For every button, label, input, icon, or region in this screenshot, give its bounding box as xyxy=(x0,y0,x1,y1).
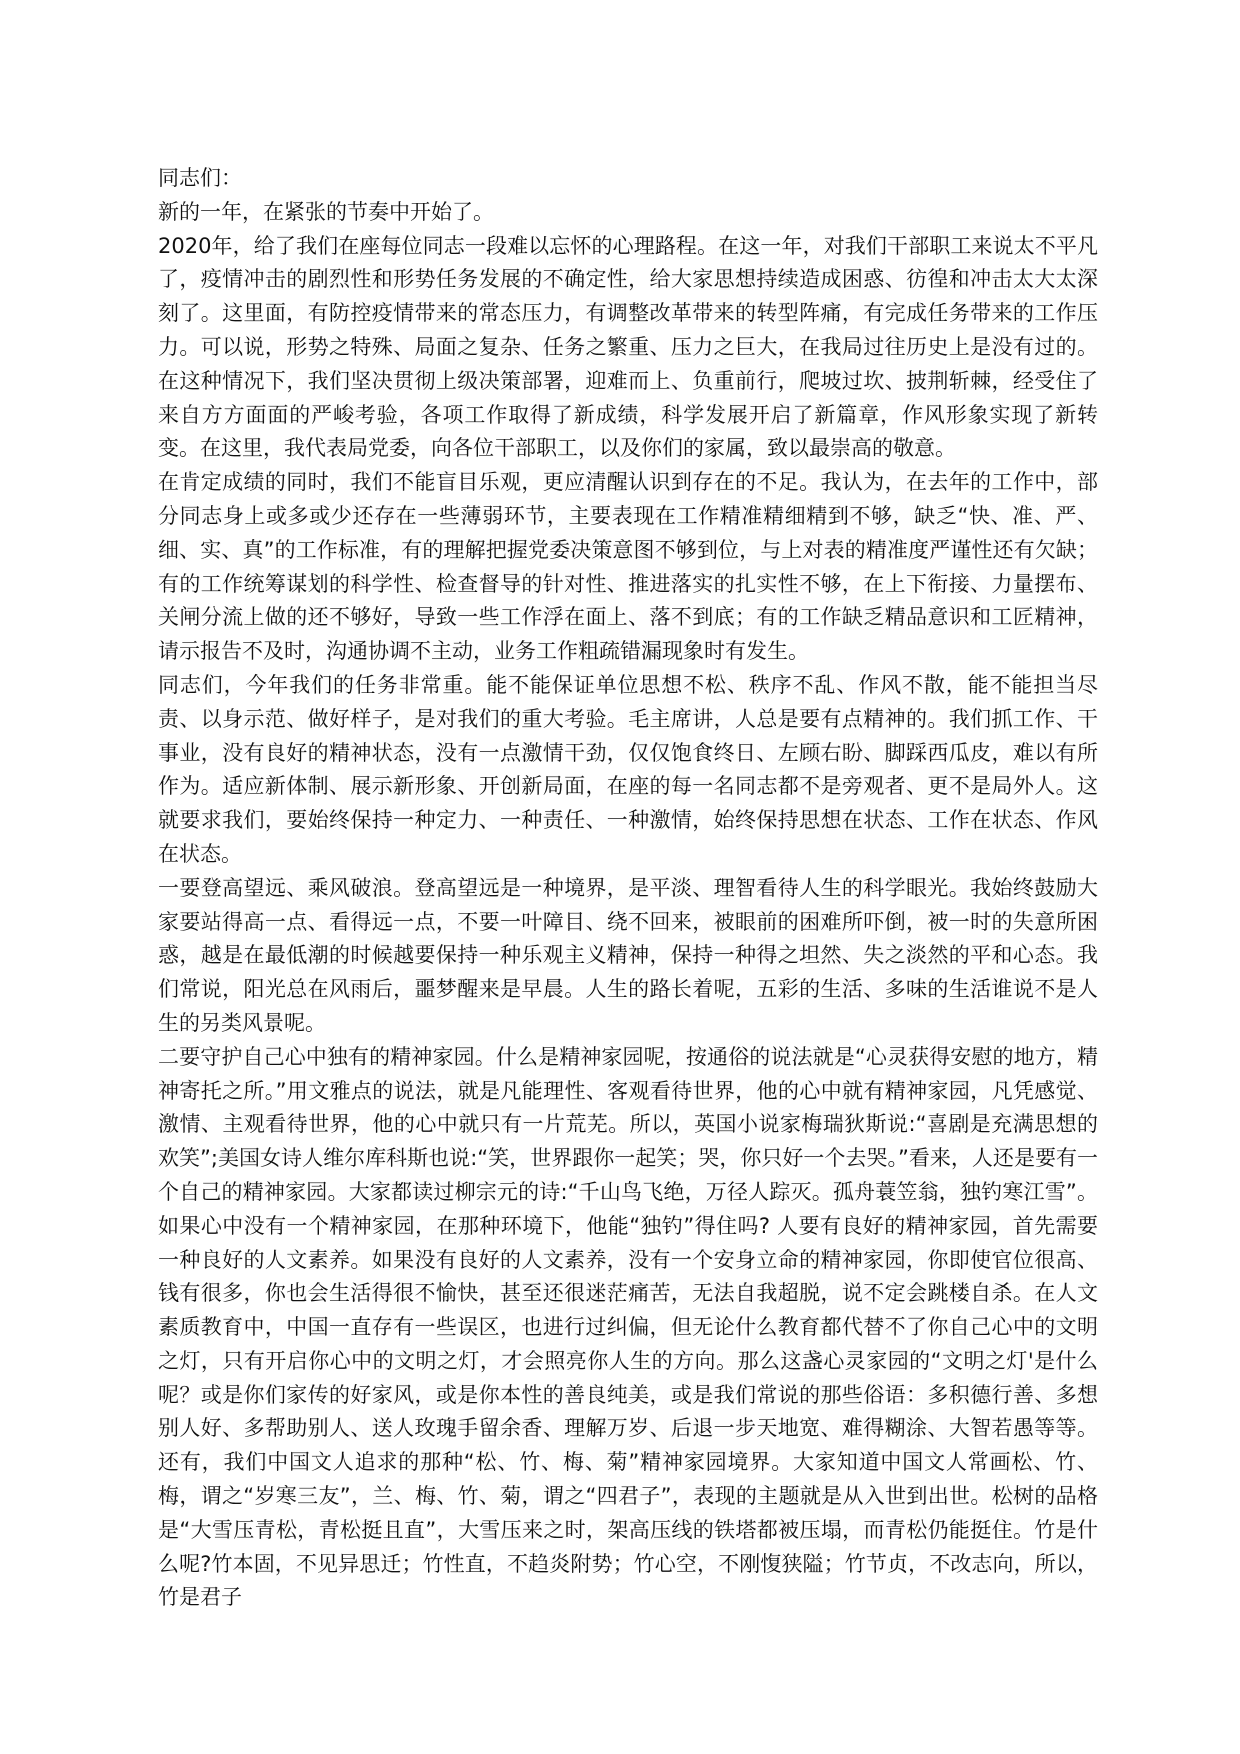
document-body xyxy=(158,162,1098,1615)
paragraph-3: 在肯定成绩的同时，我们不能盲目乐观，更应清醒认识到存在的不足。我认为，在去年的工作中，部分同志身上或多或少还存在一些薄弱环节，主要表现在工作精准精细精到不够，缺乏“快、准、严、细、实、真”的工作标准，有的理解把握党委决策意图不够到位，与上对表的精准度严谨性还有欠缺；有的工作统筹谋划的科学性、检查督导的针对性、推进落实的扎实性不够，在上下衔接、力量摆布、关闸分流上做的还不够好，导致一些工作浮在面上、落不到底；有的工作缺乏精品意识和工匠精神，请示报告不及时，沟通协调不主动，业务工作粗疏错漏现象时有发生。 xyxy=(158,470,1098,664)
paragraph-1: 新的一年，在紧张的节奏中开始了。 xyxy=(158,199,494,224)
salutation: 同志们： xyxy=(158,166,242,190)
paragraph-5: 一要登高望远、乘风破浪。登高望远是一种境界，是平淡、理智看待人生的科学眼光。我始终鼓励大家要站得高一点、看得远一点，不要一叶障目、绕不回来，被眼前的困难所吓倒，被一时的失意所困惑，越是在最低潮的时候越要保持一种乐观主义精神，保持一种得之坦然、失之淡然的平和心态。我们常说，阳光总在风雨后，噩梦醒来是早晨。人生的路长着呢，五彩的生活、多味的生活谁说不是人生的另类风景呢。 xyxy=(158,875,1098,1035)
paragraph-4: 同志们，今年我们的任务非常重。能不能保证单位思想不松、秩序不乱、作风不散，能不能担当尽责、以身示范、做好样子，是对我们的重大考验。毛主席讲，人总是要有点精神的。我们抓工作、干事业，没有良好的精神状态，没有一点激情干劲，仅仅饱食终日、左顾右盼、脚踩西瓜皮，难以有所作为。适应新体制、展示新形象、开创新局面，在座的每一名同志都不是旁观者、更不是局外人。这就要求我们，要始终保持一种定力、一种责任、一种激情，始终保持思想在状态、工作在状态、作风在状态。 xyxy=(158,672,1098,866)
paragraph-2: 2020年，给了我们在座每位同志一段难以忘怀的心理路程。在这一年，对我们干部职工来说太不平凡了，疫情冲击的剧烈性和形势任务发展的不确定性，给大家思想持续造成困惑、彷徨和冲击太大太深刻了。这里面，有防控疫情带来的常态压力，有调整改革带来的转型阵痛，有完成任务带来的工作压力。可以说，形势之特殊、局面之复杂、任务之繁重、压力之巨大，在我局过往历史上是没有过的。在这种情况下，我们坚决贯彻上级决策部署，迎难而上、负重前行，爬坡过坎、披荆斩棘，经受住了来自方方面面的严峻考验，各项工作取得了新成绩，科学发展开启了新篇章，作风形象实现了新转变。在这里，我代表局党委，向各位干部职工，以及你们的家属，致以最崇高的敬意。 xyxy=(158,233,1098,461)
paragraph-6: 二要守护自己心中独有的精神家园。什么是精神家园呢，按通俗的说法就是“心灵获得安慰的地方，精神寄托之所。”用文雅点的说法，就是凡能理性、客观看待世界，他的心中就有精神家园，凡凭感觉、激情、主观看待世界，他的心中就只有一片荒芜。所以，英国小说家梅瑞狄斯说:“喜剧是充满思想的欢笑”;美国女诗人维尔库科斯也说:“笑，世界跟你一起笑；哭，你只好一个去哭。”看来，人还是要有一个自己的精神家园。大家都读过柳宗元的诗:“千山鸟飞绝，万径人踪灭。孤舟蓑笠翁，独钓寒江雪”。如果心中没有一个精神家园，在那种环境下，他能“独钓”得住吗? 人要有良好的精神家园，首先需要一种良好的人文素养。如果没有良好的人文素养，没有一个安身立命的精神家园，你即使官位很高、钱有很多，你也会生活得很不愉快，甚至还很迷茫痛苦，无法自我超脱，说不定会跳楼自杀。在人文素质教育中，中国一直存有一些误区，也进行过纠偏，但无论什么教育都代替不了你自己心中的文明之灯，只有开启你心中的文明之灯，才会照亮你人生的方向。那么这盏心灵家园的“文明之灯'是什么呢？或是你们家传的好家风，或是你本性的善良纯美，或是我们常说的那些俗语：多积德行善、多想别人好、多帮助别人、送人玫瑰手留余香、理解万岁、后退一步天地宽、难得糊涂、大智若愚等等。还有，我们中国文人追求的那种“松、竹、梅、菊”精神家园境界。大家知道中国文人常画松、竹、梅，谓之“岁寒三友”，兰、梅、竹、菊，谓之“四君子”，表现的主题就是从入世到出世。松树的品格是“大雪压青松，青松挺且直”，大雪压来之时，架高压线的铁塔都被压塌，而青松仍能挺住。竹是什么呢?竹本固，不见异思迁；竹性直，不趋炎附势；竹心空，不刚愎狭隘；竹节贞，不改志向，所以，竹是君子 xyxy=(158,1044,1098,1610)
